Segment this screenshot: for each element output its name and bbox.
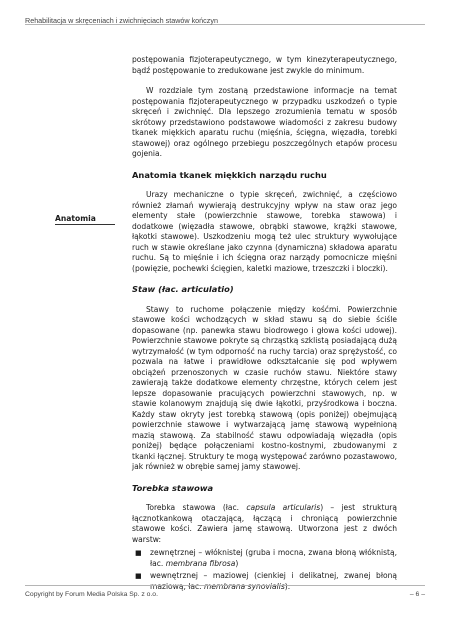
paragraph: Urazy mechaniczne o typie skręceń, zwichnięć, a częściowo również złamań wywierają destrukcyjny wpływ na staw oraz jego elementy stałe (powierzchnie stawowe, torebka stawowa) i dodatkowe (więzadła stawowe, obrąbki stawowe, krążki stawowe, łąkotki stawowe). Uszkodzeniu mogą też ulec struktury wywołujące ruch w stawie określane jako czynna (dynamiczna) składowa aparatu ruchu. Są to mięśnie i ich ścięgna oraz narządy pomocnicze mięśni (powięzie, pochewki ścięgien, kaletki maziowe, trzeszczki i bloczki). (132, 190, 397, 273)
square-bullet-icon: ■ (135, 572, 142, 580)
text-run: zewnętrznej – włóknistej (gruba i mocna, zwana błoną włóknistą, łac. (150, 548, 397, 568)
paragraph: Stawy to ruchome połączenie między kośćmi. Powierzchnie stawowe kości wchodzących w skład stawu są do siebie ściśle dopasowane (np. panewka stawu biodrowego i głowa kości udowej). Powierzchnie stawowe pokryte są chrząstką szklistą posiadającą dużą wytrzymałość (w tym odporność na ruchy tarcia) oraz sprężystość, co pozwala na łatwe i prawidłowe odkształcanie się pod wpływem obciążeń przenoszonych w czasie ruchów stawu. Niektóre stawy zawierają także dodatkowe elementy chrzęstne, których celem jest lepsze dopasowanie pracujących powierzchni stawowych, np. w stawie kolanowym znajdują się dwie łąkotki, przyśrodkowa i boczna. Każdy staw okryty jest torebką stawową (opis poniżej) obejmującą powierzchnie stawowe i wytwarzającą jamę stawową wypełnioną mazią stawową. Za stabilność stawu odpowiadają więzadła (opis poniżej) będące połączeniami kostno-kostnymi, zbudowanymi z tkanki łącznej. Struktury te mogą występować zarówno pozastawowo, jak również w obrębie samej jamy stawowej. (132, 304, 397, 471)
paragraph: postępowania fizjoterapeutycznego, w tym kinezyterapeutycznego, bądź postępowanie to zredukowane jest zwykle do minimum. (132, 55, 397, 75)
list-item (132, 548, 397, 569)
margin-note: Anatomia (55, 214, 115, 225)
text-run: ) – jest strukturą łącznotkankową otaczającą, łączącą i chroniącą powierzchnie stawowe kości. Zawiera jamę stawową. Utworzona jest z dwóch warstw: (132, 503, 397, 544)
text-run: ) (235, 558, 239, 568)
text-run: wewnętrznej – maziowej (cienkiej i delikatnej, zwanej błoną maziową, łac. (150, 571, 397, 591)
latin-term: membrana fibrosa (165, 558, 236, 568)
paragraph: W rozdziale tym zostaną przedstawione informacje na temat postępowania fizjoterapeutycznego w przypadku uszkodzeń o typie skręceń i zwichnięć. Dla lepszego zrozumienia tematu w sposób skrótowy przedstawiono podstawowe wiadomości z zakresu budowy tkanek miękkich aparatu ruchu (mięśnia, ścięgna, więzadła, torebki stawowej) oraz ogólnego przebiegu poszczególnych etapów procesu gojenia. (132, 86, 397, 158)
subsection-heading: Staw (łac. articulatio) (132, 284, 234, 294)
subsection-heading: Torebka stawowa (132, 482, 214, 493)
main-content (132, 55, 397, 594)
running-header (25, 8, 425, 25)
text-run: ). (284, 581, 291, 591)
header-title: Rehabilitacja w skręceniach i zwichnięciach stawów kończyn (25, 16, 218, 25)
text-run: Torebka stawowa (łac. (146, 503, 247, 512)
copyright-text: Copyright by Forum Media Polska Sp. z o.o. (25, 591, 158, 598)
square-bullet-icon: ■ (135, 549, 142, 557)
latin-term: membrana synovialis (203, 581, 285, 591)
page-footer (25, 585, 425, 598)
section-heading: Anatomia tkanek miękkich narządu ruchu (132, 169, 327, 180)
paragraph (132, 503, 397, 545)
latin-term: capsula articularis (246, 503, 321, 512)
page-number: – 6 – (409, 591, 425, 598)
